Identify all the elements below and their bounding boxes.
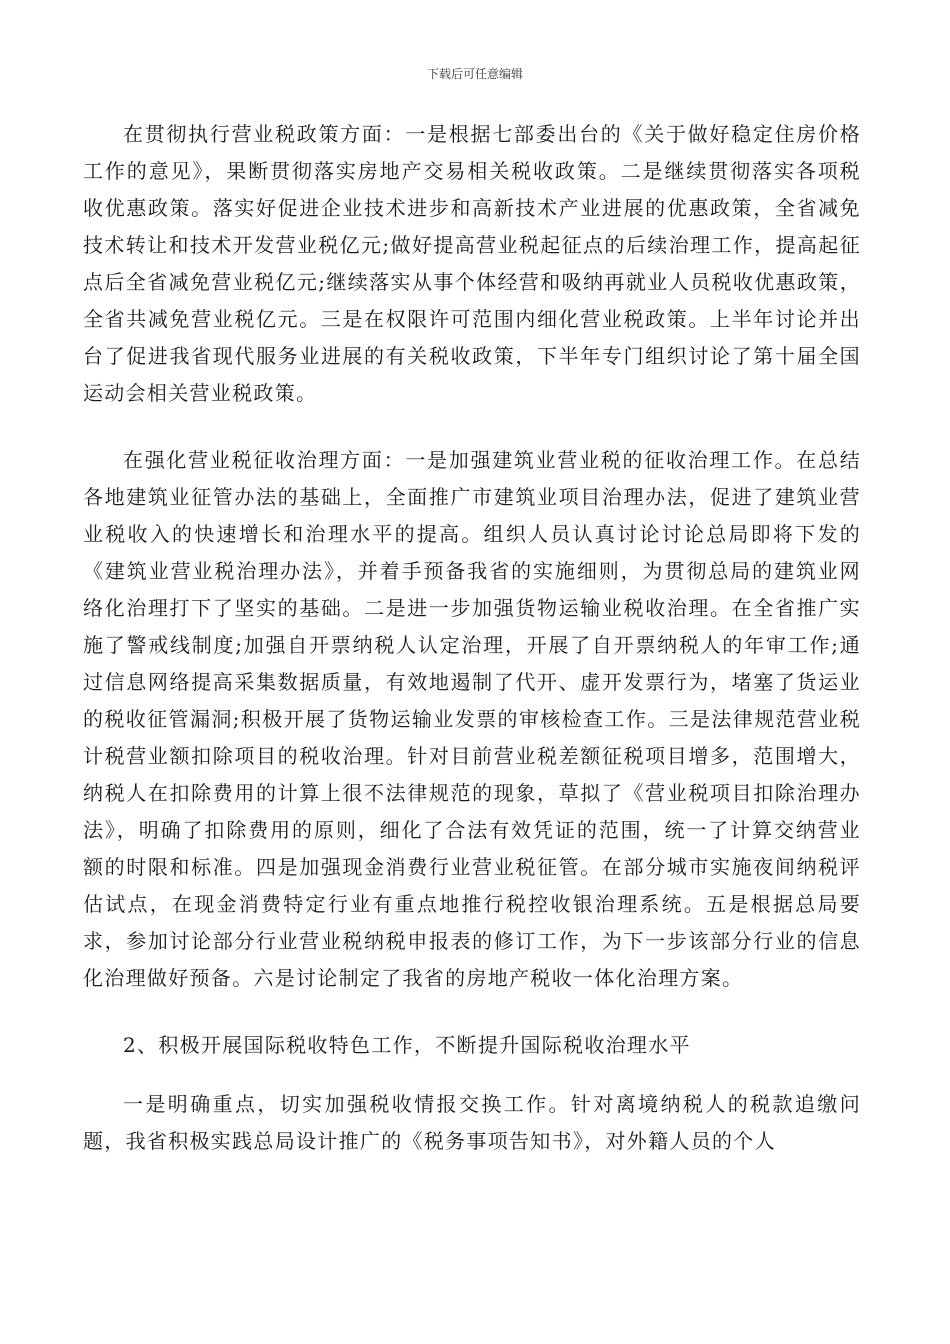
page-header: 下载后可任意编辑 [426, 67, 523, 81]
paragraph-business-tax-collection: 在强化营业税征收治理方面：一是加强建筑业营业税的征收治理工作。在总结各地建筑业征管办法的基础上，全面推广市建筑业项目治理办法，促进了建筑业营业税收入的快速增长和治理水平的提高。组织人员认真讨论讨论总局即将下发的《建筑业营业税治理办法》，并着手预备我省的实施细则，为贯彻总局的建筑业网络化治理打下了坚实的基础。二是进一步加强货物运输业税收治理。在全省推广实施了警戒线制度;加强自开票纳税人认定治理，开展了自开票纳税人的年审工作;通过信息网络提高采集数据质量，有效地遏制了代开、虚开发票行为，堵塞了货运业的税收征管漏洞;积极开展了货物运输业发票的审核检查工作。三是法律规范营业税计税营业额扣除项目的税收治理。针对目前营业税差额征税项目增多，范围增大，纳税人在扣除费用的计算上很不法律规范的现象，草拟了《营业税项目扣除治理办法》，明确了扣除费用的原则，细化了合法有效凭证的范围，统一了计算交纳营业额的时限和标准。四是加强现金消费行业营业税征管。在部分城市实施夜间纳税评估试点，在现金消费特定行业有重点地推行税控收银治理系统。五是根据总局要求，参加讨论部分行业营业税纳税申报表的修订工作，为下一步该部分行业的信息化治理做好预备。六是讨论制定了我省的房地产税收一体化治理方案。 [83, 448, 861, 990]
paragraph-tax-information-exchange: 一是明确重点，切实加强税收情报交换工作。针对离境纳税人的税款追缴问题，我省积极实践总局设计推广的《税务事项告知书》，对外籍人员的个人 [83, 1092, 861, 1153]
paragraph-business-tax-policy: 在贯彻执行营业税政策方面：一是根据七部委出台的《关于做好稳定住房价格工作的意见》，果断贯彻落实房地产交易相关税收政策。二是继续贯彻落实各项税收优惠政策。落实好促进企业技术进步和高新技术产业进展的优惠政策，全省减免技术转让和技术开发营业税亿元;做好提高营业税起征点的后续治理工作，提高起征点后全省减免营业税亿元;继续落实从事个体经营和吸纳再就业人员税收优惠政策，全省共减免营业税亿元。三是在权限许可范围内细化营业税政策。上半年讨论并出台了促进我省现代服务业进展的有关税收政策，下半年专门组织讨论了第十届全国运动会相关营业税政策。 [83, 122, 861, 405]
section-heading-international-tax: 2、积极开展国际税收特色工作，不断提升国际税收治理水平 [123, 1033, 691, 1057]
document-body [83, 116, 861, 1190]
